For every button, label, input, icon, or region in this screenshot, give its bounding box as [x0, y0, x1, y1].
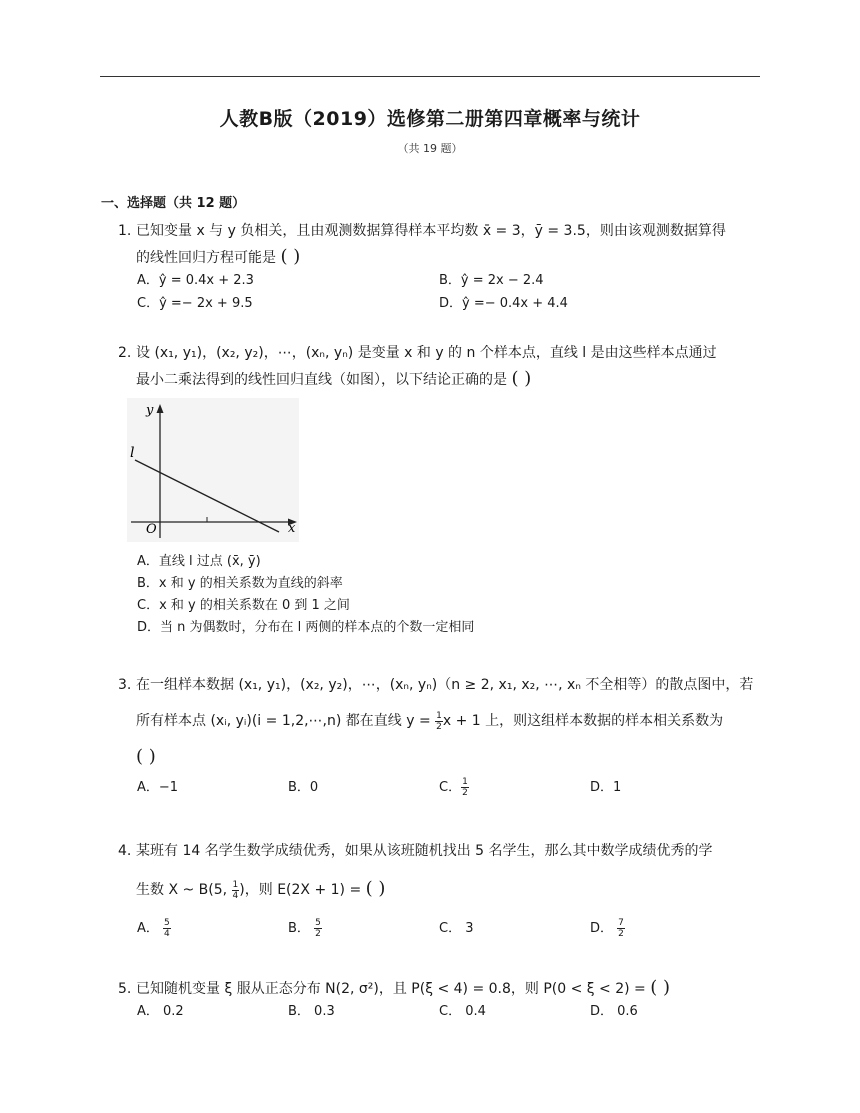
option-a[interactable]: A．直线 l 过点 (x̄, ȳ) — [137, 554, 261, 569]
question-3 — [118, 667, 763, 776]
option-a[interactable]: A．ŷ = 0.4x + 2.3 — [137, 273, 254, 288]
question-number: 1. — [118, 223, 132, 239]
origin-label: O — [146, 522, 157, 537]
question-stem-line: 已知变量 x 与 y 负相关，且由观测数据算得样本平均数 x̄ = 3，ȳ = 3.5，则由该观测数据算得 — [136, 223, 726, 239]
option-b[interactable]: B．0 — [288, 780, 319, 795]
option-c[interactable]: C． 0.4 — [439, 1004, 486, 1019]
question-stem-line: 某班有 14 名学生数学成绩优秀，如果从该班随机找出 5 名学生，那么其中数学成绩优秀的学 — [136, 843, 713, 859]
question-stem-line: x + 1 上，则这组样本数据的样本相关系数为 — [442, 713, 724, 729]
question-stem-line: 设 (x₁, y₁)，(x₂, y₂)，⋯，(xₙ, yₙ) 是变量 x 和 y 的 n 个样本点，直线 l 是由这些样本点通过 — [136, 345, 717, 361]
answer-blank: ( ) — [511, 368, 532, 389]
option-b[interactable]: B．x 和 y 的相关系数为直线的斜率 — [137, 576, 343, 591]
option-c[interactable]: C．ŷ =− 2x + 9.5 — [137, 296, 253, 311]
answer-blank: ( ) — [650, 977, 671, 998]
question-1 — [118, 218, 763, 271]
question-stem-line: 已知随机变量 ξ 服从正态分布 N(2, σ²)，且 P(ξ < 4) = 0.8，则 P(0 < ξ < 2) = — [136, 981, 651, 997]
question-number: 5. — [118, 981, 132, 997]
question-number: 4. — [118, 843, 132, 859]
option-b[interactable]: B． $\frac{5}{2}$ — [288, 918, 321, 939]
question-2 — [118, 340, 763, 393]
regression-line-graph — [127, 398, 299, 542]
answer-blank: ( ) — [280, 246, 301, 267]
option-d[interactable]: D． 0.6 — [590, 1004, 638, 1019]
q5-options — [137, 1001, 757, 1023]
x-axis-label: x — [288, 521, 296, 536]
question-4 — [118, 832, 763, 909]
option-b[interactable]: B． 0.3 — [288, 1004, 335, 1019]
question-number: 2. — [118, 345, 132, 361]
option-b[interactable]: B．ŷ = 2x − 2.4 — [439, 273, 544, 288]
line-label: l — [130, 445, 135, 461]
question-number: 3. — [118, 677, 132, 693]
option-d[interactable]: D．1 — [590, 780, 622, 795]
option-d[interactable]: D．当 n 为偶数时，分布在 l 两侧的样本点的个数一定相同 — [137, 620, 475, 635]
document-title: 人教B版（2019）选修第二册第四章概率与统计 — [219, 108, 641, 130]
option-c[interactable]: C． $\frac{1}{2}$ — [439, 777, 468, 798]
top-rule — [100, 76, 760, 77]
question-stem-line: 在一组样本数据 (x₁, y₁)，(x₂, y₂)，⋯，(xₙ, yₙ)（n ≥ 2, x₁, x₂, ⋯, xₙ 不全相等）的散点图中，若 — [136, 677, 754, 693]
option-d[interactable]: D． $\frac{7}{2}$ — [590, 918, 624, 939]
q3-options — [137, 777, 757, 799]
question-stem-line: 所有样本点 (xᵢ, yᵢ)(i = 1,2,⋯,n) 都在直线 y = — [136, 713, 436, 729]
q1-options — [137, 270, 757, 311]
fraction-one-half: $\frac{1}{2}$ — [436, 710, 442, 732]
section-heading: 一、选择题（共 12 题） — [101, 196, 246, 211]
fraction-one-quarter: $\frac{1}{4}$ — [232, 879, 239, 901]
option-a[interactable]: A． 0.2 — [137, 1004, 184, 1019]
question-5 — [118, 975, 763, 1002]
option-a[interactable]: A． $\frac{5}{4}$ — [137, 918, 170, 939]
question-stem-line: 最小二乘法得到的线性回归直线（如图），以下结论正确的是 — [136, 372, 507, 388]
option-c[interactable]: C． 3 — [439, 921, 474, 936]
y-axis-label: y — [146, 403, 154, 418]
q2-options — [137, 551, 757, 639]
question-stem-line: )，则 E(2X + 1) = — [239, 882, 366, 898]
q4-options — [137, 918, 757, 940]
question-count: （共 19 题） — [397, 142, 463, 155]
question-stem-line: 的线性回归方程可能是 — [136, 250, 276, 266]
answer-blank: ( ) — [365, 878, 386, 899]
option-a[interactable]: A．−1 — [137, 780, 179, 795]
option-c[interactable]: C．x 和 y 的相关系数在 0 到 1 之间 — [137, 598, 350, 613]
question-stem-line: 生数 X ~ B(5, — [136, 882, 232, 898]
option-d[interactable]: D．ŷ =− 0.4x + 4.4 — [439, 296, 568, 311]
answer-blank: ( ) — [136, 746, 156, 767]
